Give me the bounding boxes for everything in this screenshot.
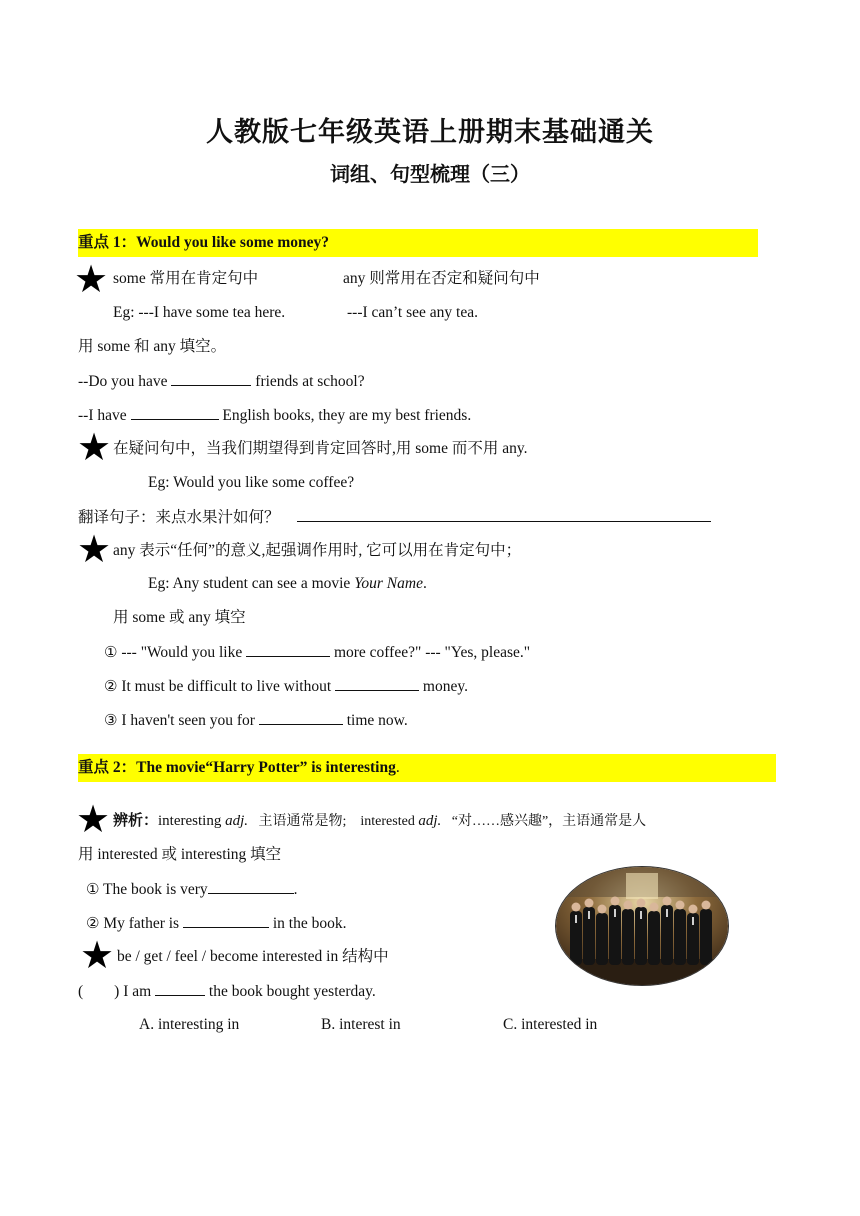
option-a[interactable]: A. interesting in xyxy=(139,1016,240,1033)
item-blank[interactable] xyxy=(183,913,269,928)
item-text-b: in the book. xyxy=(272,915,347,932)
translate-task xyxy=(78,507,711,528)
option-c[interactable]: C. interested in xyxy=(503,1016,598,1033)
black-star-icon: ★ xyxy=(76,797,111,841)
section2-item-2 xyxy=(86,913,346,934)
item-text-b: . xyxy=(293,881,298,898)
section2-heading-bar xyxy=(78,754,776,782)
analysis-text2: 主语通常是物; interested xyxy=(248,814,419,829)
exercise-item-3 xyxy=(104,710,408,731)
section2-heading-period: . xyxy=(395,759,400,776)
item-text-a: It must be difficult to live without xyxy=(117,678,332,695)
exercise-item-1 xyxy=(104,642,530,663)
item-blank[interactable] xyxy=(208,879,294,894)
example3-period: . xyxy=(422,575,427,592)
question2-blank[interactable] xyxy=(131,405,219,420)
rule2-text: 在疑问句中，当我们期望得到肯定回答时,用 some 而不用 any. xyxy=(113,440,528,457)
item-text-a: The book is very xyxy=(99,881,208,898)
analysis-word1: interesting xyxy=(158,813,226,829)
analysis-text3: “对……感兴趣”，主语通常是人 xyxy=(441,814,647,829)
analysis-adj1: adj. xyxy=(225,813,249,829)
task1-instruction: 用 some 和 any 填空。 xyxy=(78,338,227,355)
item-text-a: --- "Would you like xyxy=(117,644,243,661)
black-star-icon: ★ xyxy=(80,933,115,977)
analysis-adj2: adj. xyxy=(418,813,442,829)
example3 xyxy=(148,574,427,594)
item-text-b: time now. xyxy=(346,712,408,729)
example2: Eg: Would you like some coffee? xyxy=(148,474,355,491)
black-star-icon: ★ xyxy=(77,425,112,469)
translate-prompt: 翻译句子：来点水果汁如何？ xyxy=(78,509,280,526)
item-blank[interactable] xyxy=(259,710,343,725)
task2-instruction: 用 some 或 any 填空 xyxy=(113,609,246,626)
item-text-b: more coffee?" --- "Yes, please." xyxy=(333,644,531,661)
rule1-any: any 则常用在否定和疑问句中 xyxy=(343,270,540,287)
section2-heading: 重点 2：The movie“Harry Potter” is interesting xyxy=(78,759,396,776)
question1 xyxy=(78,371,365,392)
item-text-a: I haven't seen you for xyxy=(117,712,255,729)
question-text-b: the book bought yesterday. xyxy=(208,983,376,1000)
question2-text-a: --I have xyxy=(78,407,127,424)
black-star-icon: ★ xyxy=(77,527,112,571)
exercise-item-2 xyxy=(104,676,468,697)
section1-heading: 重点 1：Would you like some money? xyxy=(78,234,330,251)
section2-item-1 xyxy=(86,879,298,900)
item-text-a: My father is xyxy=(99,915,180,932)
item-number: ① xyxy=(86,880,100,898)
choice-question xyxy=(78,981,376,1002)
question1-blank[interactable] xyxy=(171,371,251,386)
section1-heading-bar xyxy=(78,229,758,257)
analysis-label: 辨析： xyxy=(113,813,159,829)
item-number: ② xyxy=(104,677,118,695)
example1-some: Eg: ---I have some tea here. xyxy=(113,304,286,321)
analysis-line xyxy=(113,811,646,832)
rule1-some: some 常用在肯定句中 xyxy=(113,270,259,287)
item-number: ② xyxy=(86,914,100,932)
harry-potter-group-photo xyxy=(555,866,729,986)
example3-text: Eg: Any student can see a movie xyxy=(148,575,355,592)
section2-task: 用 interested 或 interesting 填空 xyxy=(78,846,282,863)
example1-any: ---I can’t see any tea. xyxy=(347,304,478,321)
question1-text-a: --Do you have xyxy=(78,373,168,390)
item-text-b: money. xyxy=(422,678,468,695)
question2-text-b: English books, they are my best friends. xyxy=(222,407,472,424)
translate-answer-blank[interactable] xyxy=(297,507,711,522)
section2-rule: be / get / feel / become interested in 结构中 xyxy=(117,948,389,965)
question-text-a: ( ) I am xyxy=(78,983,152,1000)
item-blank[interactable] xyxy=(335,676,419,691)
rule3-text: any 表示“任何”的意义,起强调作用时, 它可以用在肯定句中； xyxy=(113,542,522,559)
example3-movie-title: Your Name xyxy=(354,575,423,592)
question-blank[interactable] xyxy=(155,981,205,996)
page-title: 人教版七年级英语上册期末基础通关 xyxy=(206,117,654,148)
item-blank[interactable] xyxy=(246,642,330,657)
page-subtitle: 词组、句型梳理（三） xyxy=(330,162,530,186)
question2 xyxy=(78,405,471,426)
item-number: ③ xyxy=(104,711,118,729)
question1-text-b: friends at school? xyxy=(255,373,365,390)
item-number: ① xyxy=(104,643,118,661)
black-star-icon: ★ xyxy=(74,257,109,301)
option-b[interactable]: B. interest in xyxy=(321,1016,401,1033)
